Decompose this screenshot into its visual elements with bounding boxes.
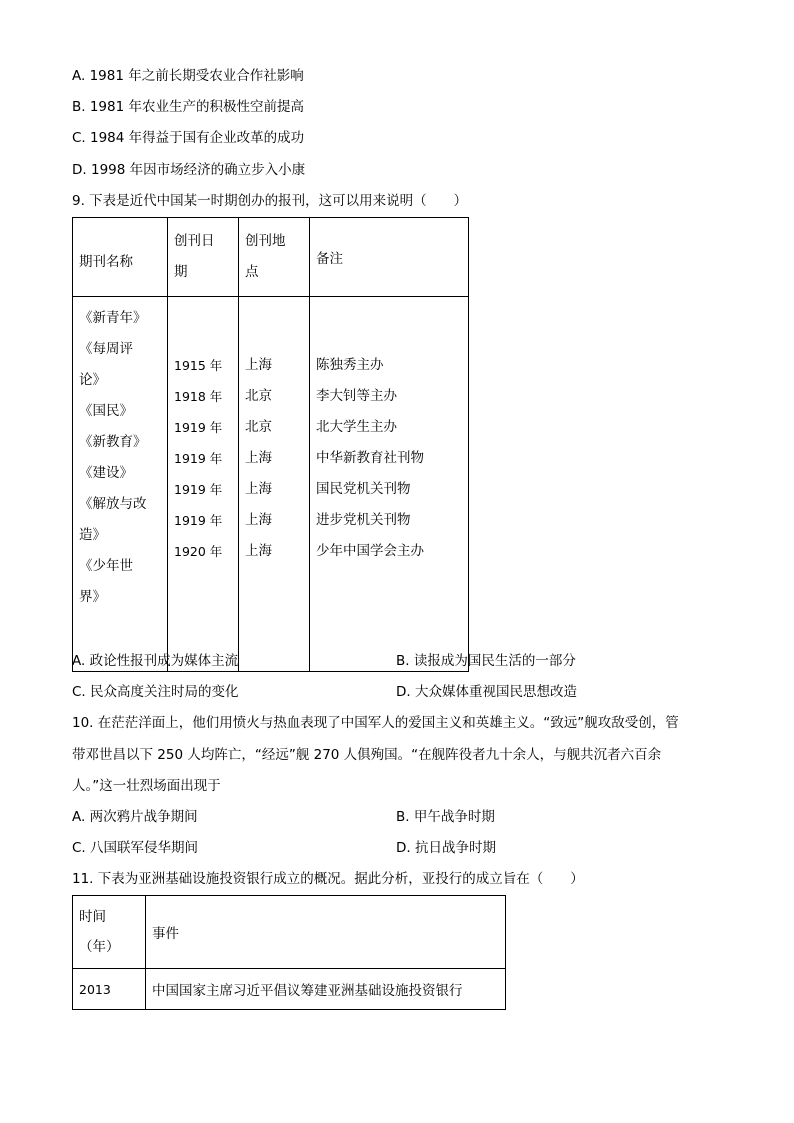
q9-periodicals-table [72,217,469,672]
founding-date: 1915 年 [174,358,223,373]
q10-option-d: D. 抗日战争时期 [396,840,496,856]
founding-date: 1919 年 [174,513,223,528]
founding-place: 北京 [245,388,272,404]
founding-date: 1920 年 [174,544,223,559]
periodical-name: 《少年世 [79,558,133,574]
q8-option-b: B. 1981 年农业生产的积极性空前提高 [72,99,304,115]
founding-place: 上海 [245,481,272,497]
time-cell [73,969,146,1010]
places-cell [239,297,310,672]
event-text: 中国国家主席习近平倡议筹建亚洲基础设施投资银行 [152,983,463,999]
periodical-note: 中华新教育社刊物 [316,450,424,466]
header-text: 期 [174,264,188,280]
q9-option-a: A. 政论性报刊成为媒体主流 [72,653,239,669]
periodical-name: 《新教育》 [79,434,147,450]
periodical-note: 北大学生主办 [316,419,397,435]
header-cell-place [239,218,310,297]
header-text: 事件 [152,926,179,942]
header-text: 期刊名称 [79,254,133,270]
q8-option-c: C. 1984 年得益于国有企业改革的成功 [72,130,305,146]
founding-date: 1919 年 [174,420,223,435]
periodical-note: 李大钊等主办 [316,388,397,404]
periodical-name: 论》 [79,372,106,388]
q10-stem-line-3: 人。”这一壮烈场面出现于 [72,778,221,794]
notes-cell [310,297,469,672]
founding-place: 上海 [245,357,272,373]
periodical-name: 《国民》 [79,403,133,419]
q9-option-d: D. 大众媒体重视国民思想改造 [396,684,577,700]
table-row [73,297,469,672]
periodical-name: 界》 [79,589,106,605]
table-header-row [73,218,469,297]
header-cell-name [73,218,168,297]
founding-date: 1919 年 [174,451,223,466]
q10-stem-line-2: 带邓世昌以下 250 人均阵亡，“经远”舰 270 人俱殉国。“在舰阵役者九十余人，与舰共沉者六百余 [72,747,662,763]
q8-option-d: D. 1998 年因市场经济的确立步入小康 [72,162,306,178]
q11-aiib-table [72,895,506,1010]
founding-place: 北京 [245,419,272,435]
q9-stem: 9. 下表是近代中国某一时期创办的报刊，这可以用来说明（ ） [72,193,468,209]
header-text: 时间 [79,909,106,925]
periodical-name: 《新青年》 [79,310,147,326]
q9-option-c: C. 民众高度关注时局的变化 [72,684,239,700]
header-cell-event [146,896,506,969]
header-text: 备注 [316,251,343,267]
q10-option-a: A. 两次鸦片战争期间 [72,809,198,825]
founding-place: 上海 [245,450,272,466]
header-cell-notes [310,218,469,297]
periodical-name: 《每周评 [79,341,133,357]
header-text: （年） [79,939,120,955]
header-cell-date [168,218,239,297]
header-text: 点 [245,264,259,280]
founding-place: 上海 [245,512,272,528]
q8-option-a: A. 1981 年之前长期受农业合作社影响 [72,68,304,84]
event-cell [146,969,506,1010]
periodical-name: 《建设》 [79,465,133,481]
periodical-note: 国民党机关刊物 [316,481,411,497]
q9-option-b: B. 读报成为国民生活的一部分 [396,653,576,669]
founding-date: 1919 年 [174,482,223,497]
periodical-name: 造》 [79,527,106,543]
periodical-note: 陈独秀主办 [316,357,384,373]
q10-option-b: B. 甲午战争时期 [396,809,495,825]
dates-cell [168,297,239,672]
header-text: 创刊日 [174,233,215,249]
founding-place: 上海 [245,543,272,559]
founding-date: 1918 年 [174,389,223,404]
table-row [73,969,506,1010]
names-cell [73,297,168,672]
q11-stem: 11. 下表为亚洲基础设施投资银行成立的概况。据此分析，亚投行的成立旨在（ ） [72,871,584,887]
header-text: 创刊地 [245,233,286,249]
event-year: 2013 [79,981,111,997]
periodical-name: 《解放与改 [79,496,147,512]
table-header-row [73,896,506,969]
q10-option-c: C. 八国联军侵华期间 [72,840,199,856]
q10-stem-line-1: 10. 在茫茫洋面上，他们用愤火与热血表现了中国军人的爱国主义和英雄主义。“致远”舰攻敌受创，管 [72,715,679,731]
periodical-note: 进步党机关刊物 [316,512,411,528]
header-cell-time [73,896,146,969]
periodical-note: 少年中国学会主办 [316,543,424,559]
